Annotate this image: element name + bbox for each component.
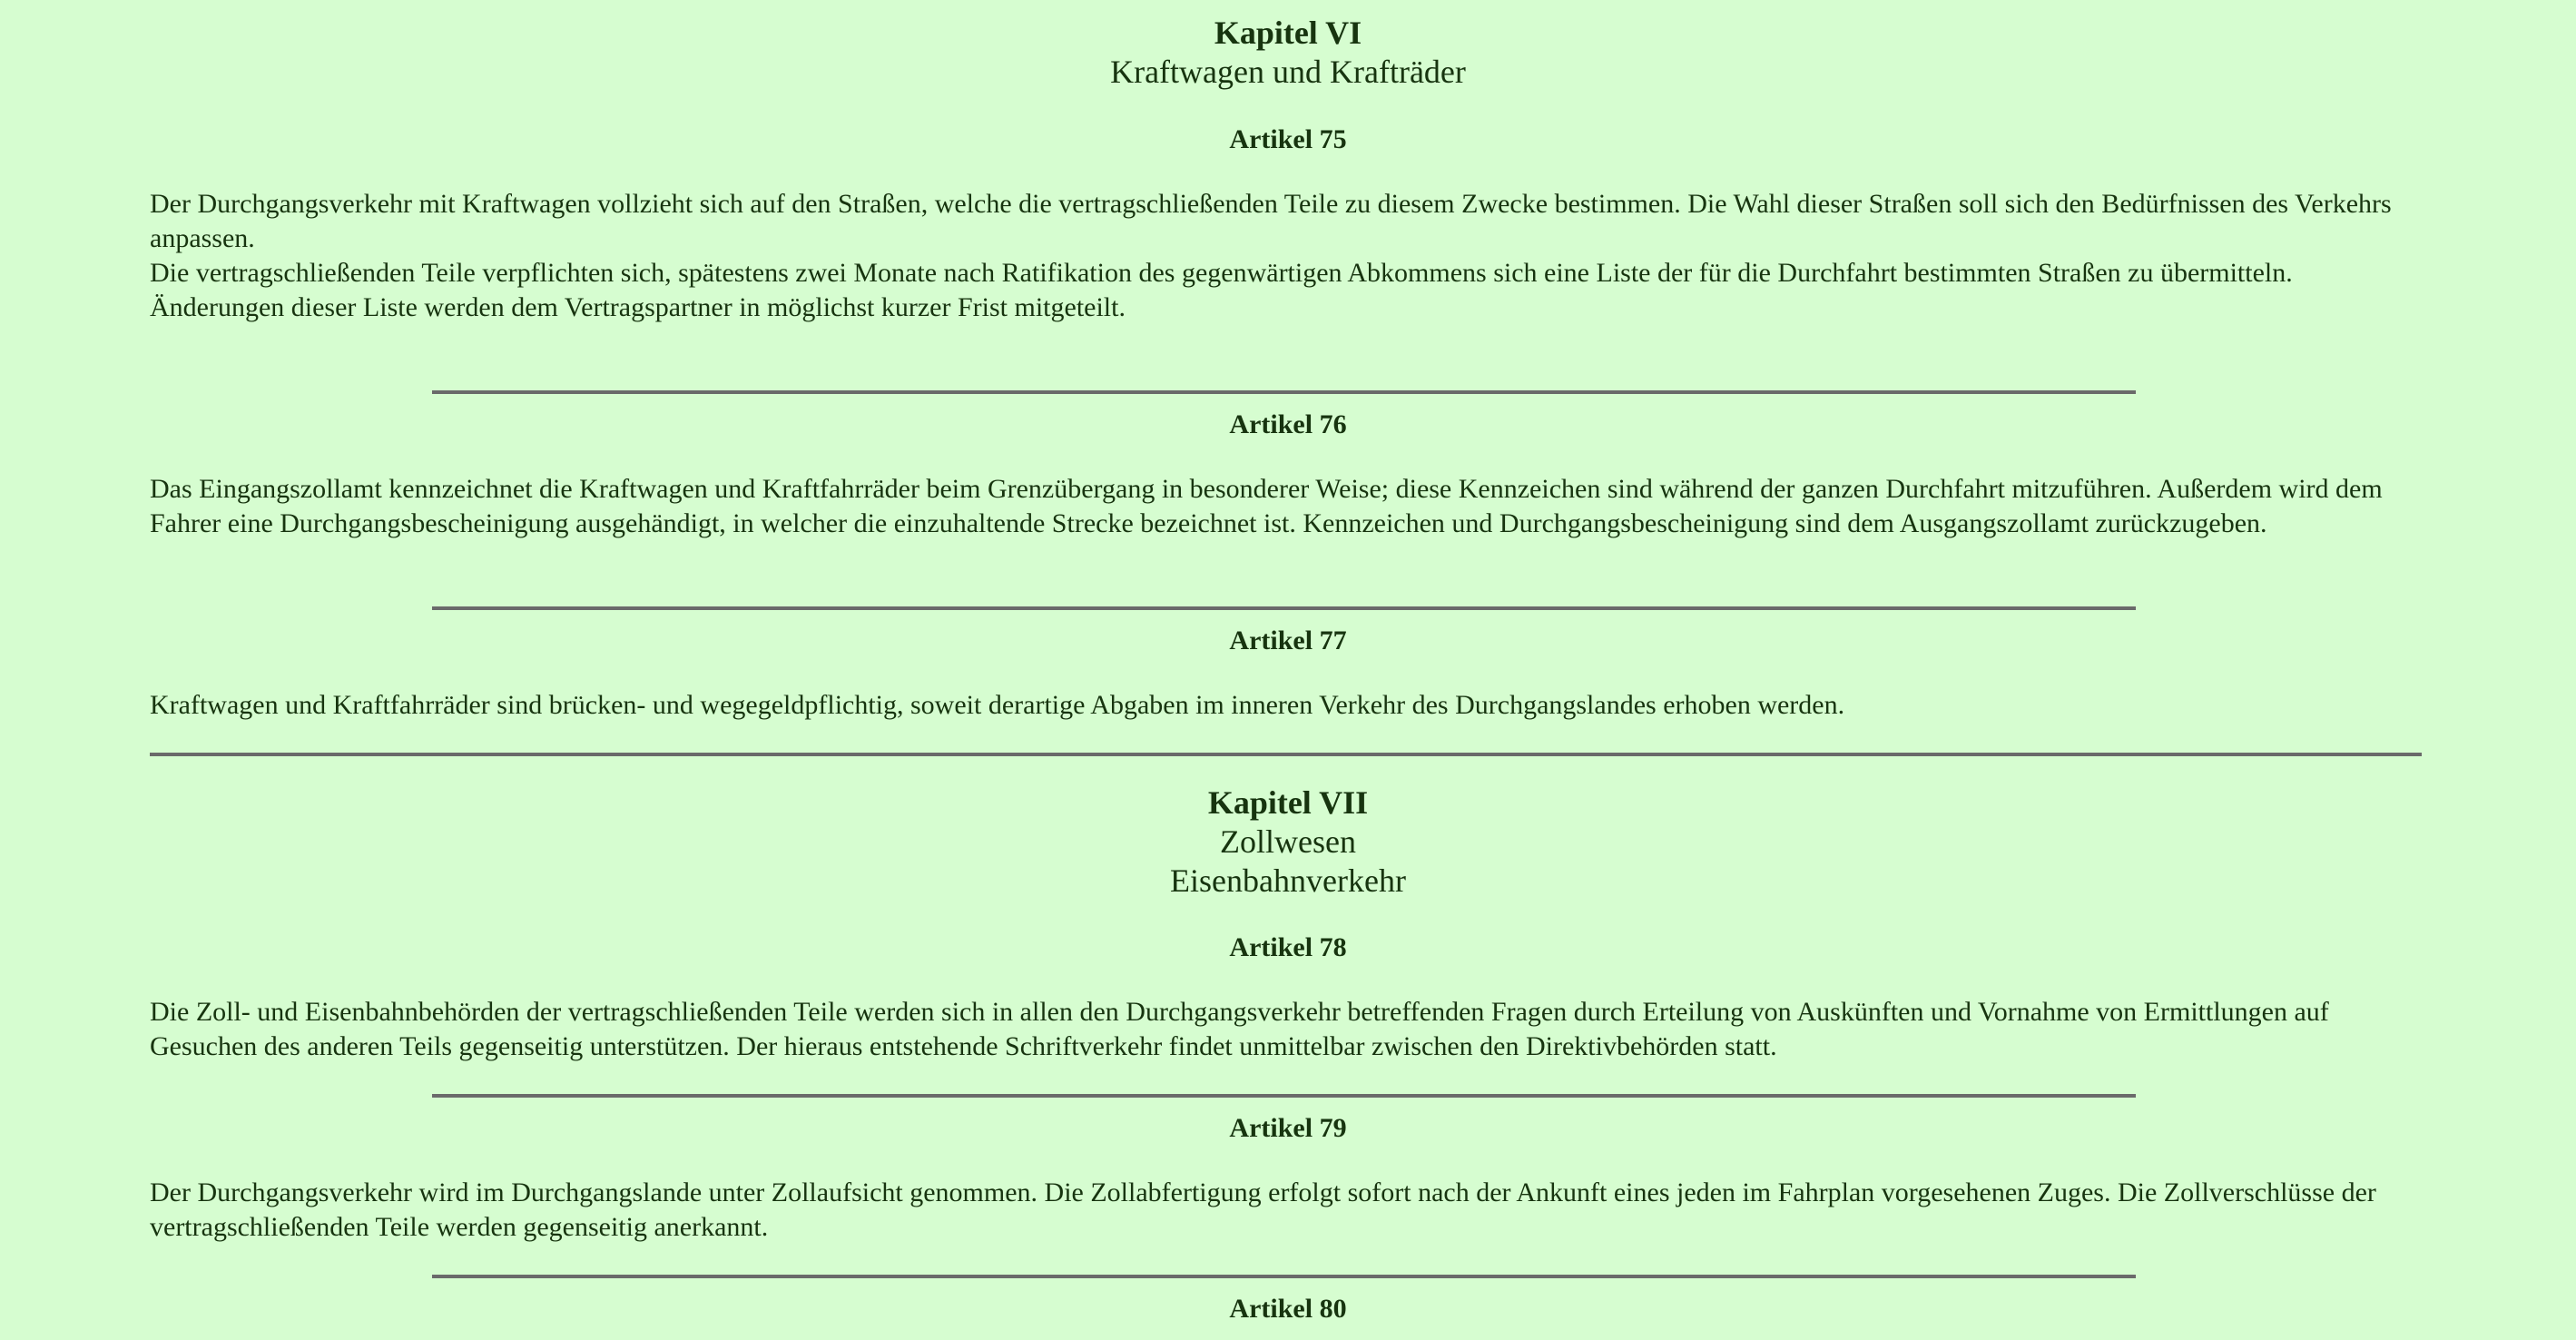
article-79-paragraph-1: Der Durchgangsverkehr wird im Durchgangslande unter Zollaufsicht genommen. Die Zollabfertigung erfolgt sofort nach der Ankunft eines jeden im Fahrplan vorgesehenen Zuges. Die Zollverschlüsse der vertragschließenden Teile werden gegenseitig anerkannt. [150,1177,2376,1242]
article-divider [432,606,2136,610]
article-75-paragraph-3: Änderungen dieser Liste werden dem Vertragspartner in möglichst kurzer Frist mitgeteilt. [150,292,1126,322]
article-divider [432,1275,2136,1278]
article-divider [432,390,2136,394]
chapter-7-heading [0,783,2576,901]
article-76-body [0,472,2576,541]
article-76-title: Artikel 76 [1229,409,1347,439]
article-75-paragraph-2: Die vertragschließenden Teile verpflichten sich, spätestens zwei Monate nach Ratifikation des gegenwärtigen Abkommens sich eine Liste der für die Durchfahrt bestimmten Straßen zu übermitteln. [150,258,2293,288]
article-79-body [0,1176,2576,1245]
article-75-body [0,187,2576,325]
chapter-6-heading [0,14,2576,92]
article-77-title: Artikel 77 [1229,626,1347,655]
article-75-paragraph-1: Der Durchgangsverkehr mit Kraftwagen vollzieht sich auf den Straßen, welche die vertragschließenden Teile zu diesem Zwecke bestimmen. Die Wahl dieser Straßen soll sich den Bedürfnissen des Verkehrs anpassen. [150,189,2392,253]
article-77-body [0,688,2576,723]
chapter-7-subtitle: Zollwesen [1220,823,1356,860]
chapter-6-title: Kapitel VI [1214,15,1362,51]
article-78-title: Artikel 78 [1229,932,1347,962]
article-75-title: Artikel 75 [1229,124,1347,154]
article-divider [432,1094,2136,1098]
article-77-paragraph-1: Kraftwagen und Kraftfahrräder sind brücken- und wegegeldpflichtig, soweit derartige Abgaben im inneren Verkehr des Durchgangslandes erhoben werden. [150,690,1845,720]
chapter-7-subtitle-2: Eisenbahnverkehr [1170,862,1406,899]
chapter-7-title: Kapitel VII [1207,784,1369,821]
article-80-title: Artikel 80 [1229,1294,1347,1324]
article-76-paragraph-1: Das Eingangszollamt kennzeichnet die Kraftwagen und Kraftfahrräder beim Grenzübergang in besonderer Weise; diese Kennzeichen sind während der ganzen Durchfahrt mitzuführen. Außerdem wird dem Fahrer eine Durchgangsbescheinigung ausgehändigt, in welcher die einzuhaltende Strecke bezeichnet ist. Kennzeichen und Durchgangsbescheinigung sind dem Ausgangszollamt zurückzugeben. [150,474,2383,538]
article-79-title: Artikel 79 [1229,1113,1347,1143]
article-78-body [0,995,2576,1064]
chapter-6-subtitle: Kraftwagen und Krafträder [1110,54,1466,90]
article-78-paragraph-1: Die Zoll- und Eisenbahnbehörden der vertragschließenden Teile werden sich in allen den Durchgangsverkehr betreffenden Fragen durch Erteilung von Auskünften und Vornahme von Ermittlungen auf Gesuchen des anderen Teils gegenseitig unterstützen. Der hieraus entstehende Schriftverkehr findet unmittelbar zwischen den Direktivbehörden statt. [150,997,2329,1061]
chapter-divider [150,753,2422,756]
